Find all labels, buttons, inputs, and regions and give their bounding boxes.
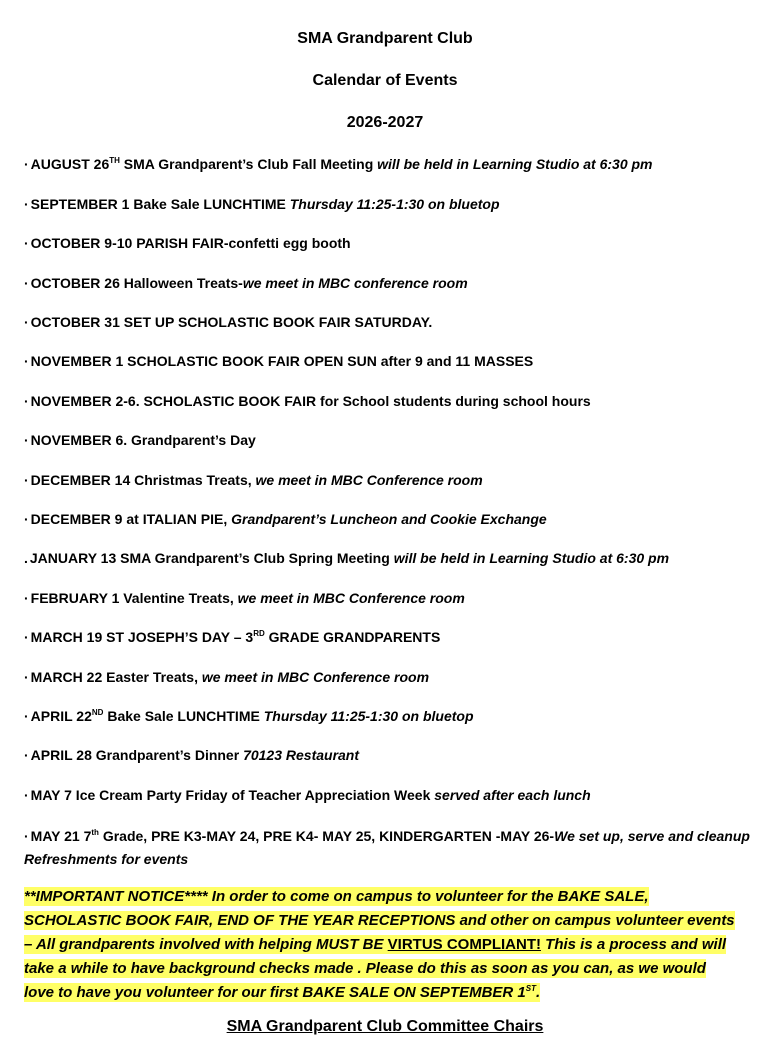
event-bullet: ·	[24, 747, 29, 763]
event-superscript: ND	[91, 708, 104, 717]
event-item	[24, 510, 754, 528]
event-text: MAY 7 Ice Cream Party Friday of Teacher Appreciation Week	[30, 787, 435, 803]
event-note: will be held in Learning Studio at 6:30 pm	[377, 156, 653, 172]
club-title: SMA Grandparent Club	[297, 30, 473, 47]
notice-text-2: This is a process and will take a while to have background checks made . Please do this as soon as you can, as we would love to have you volunteer for our first BAKE SALE ON SEPTEMBER 1	[24, 936, 727, 1001]
event-superscript: RD	[253, 629, 265, 638]
event-note: we meet in MBC Conference room	[237, 590, 465, 606]
event-superscript: th	[91, 828, 99, 837]
event-item	[24, 431, 754, 449]
event-item	[24, 825, 754, 871]
event-note: Grandparent’s Luncheon and Cookie Exchange	[231, 511, 547, 527]
event-bullet: ·	[24, 196, 29, 212]
event-text: JANUARY 13 SMA Grandparent’s Club Spring Meeting	[29, 550, 394, 566]
event-bullet: ·	[24, 353, 29, 369]
notice-virtus-compliant: VIRTUS COMPLIANT!	[387, 936, 541, 953]
event-item	[24, 352, 754, 370]
event-text: DECEMBER 9 at ITALIAN PIE,	[30, 511, 232, 527]
event-text: NOVEMBER 2-6. SCHOLASTIC BOOK FAIR for School students during school hours	[30, 393, 591, 409]
event-item	[24, 786, 754, 804]
event-bullet: ·	[24, 590, 29, 606]
committee-chairs-heading: SMA Grandparent Club Committee Chairs	[226, 1018, 544, 1035]
event-item	[24, 274, 754, 292]
event-text: NOVEMBER 1 SCHOLASTIC BOOK FAIR OPEN SUN after 9 and 11 MASSES	[30, 353, 534, 369]
event-item	[24, 155, 754, 173]
event-text: APRIL 22	[30, 708, 92, 724]
event-bullet: ·	[24, 787, 29, 803]
event-item	[24, 746, 754, 764]
event-text-continued: GRADE GRANDPARENTS	[264, 629, 441, 645]
event-text: OCTOBER 31 SET UP SCHOLASTIC BOOK FAIR SATURDAY.	[30, 314, 433, 330]
event-note: Thursday 11:25-1:30 on bluetop	[289, 196, 500, 212]
event-bullet: ·	[24, 393, 29, 409]
event-bullet: ·	[24, 156, 29, 172]
event-text: MARCH 19 ST JOSEPH’S DAY – 3	[30, 629, 254, 645]
event-item	[24, 471, 754, 489]
event-item	[24, 234, 754, 252]
event-note: served after each lunch	[434, 787, 591, 803]
event-text: APRIL 28 Grandparent’s Dinner	[30, 747, 244, 763]
event-note: 70123 Restaurant	[243, 747, 360, 763]
event-text-continued: SMA Grandparent’s Club Fall Meeting	[119, 156, 378, 172]
event-bullet: ·	[24, 275, 29, 291]
event-superscript: TH	[109, 156, 120, 165]
event-bullet: ·	[24, 828, 29, 844]
event-bullet: .	[24, 550, 28, 566]
event-text: FEBRUARY 1 Valentine Treats,	[30, 590, 238, 606]
important-notice	[24, 885, 740, 1005]
event-bullet: ·	[24, 472, 29, 488]
event-item	[24, 668, 754, 686]
event-note: we meet in MBC Conference room	[255, 472, 483, 488]
event-item	[24, 195, 754, 213]
event-note: Thursday 11:25-1:30 on bluetop	[263, 708, 474, 724]
event-bullet: ·	[24, 432, 29, 448]
event-item	[24, 549, 754, 567]
notice-text-1: **IMPORTANT NOTICE**** In order to come on campus to volunteer for the BAKE SALE, SCHOLASTIC BOOK FAIR, END OF THE YEAR RECEPTIONS and other on campus volunteer events – All grandparents involved with helping MUST BE	[24, 888, 735, 953]
event-item	[24, 392, 754, 410]
event-item	[24, 313, 754, 331]
event-bullet: ·	[24, 235, 29, 251]
event-bullet: ·	[24, 629, 29, 645]
event-bullet: ·	[24, 314, 29, 330]
event-note: will be held in Learning Studio at 6:30 pm	[393, 550, 670, 566]
event-item	[24, 628, 754, 646]
event-text-continued: Grade, PRE K3-MAY 24, PRE K4- MAY 25, KINDERGARTEN -MAY 26-	[98, 828, 555, 844]
event-text: MAY 21 7	[30, 828, 92, 844]
event-text: OCTOBER 9-10 PARISH FAIR-confetti egg booth	[30, 235, 351, 251]
event-text: AUGUST 26	[30, 156, 110, 172]
event-bullet: ·	[24, 708, 29, 724]
event-note: we meet in MBC conference room	[242, 275, 468, 291]
event-bullet: ·	[24, 511, 29, 527]
event-note: We set up, serve and cleanup Refreshments for events	[24, 828, 750, 867]
year-title: 2026-2027	[346, 114, 424, 131]
event-text: DECEMBER 14 Christmas Treats,	[30, 472, 256, 488]
event-text: NOVEMBER 6. Grandparent’s Day	[30, 432, 256, 448]
notice-text-3: .	[535, 984, 541, 1001]
event-item	[24, 707, 754, 725]
event-text: OCTOBER 26 Halloween Treats-	[30, 275, 243, 291]
event-item	[24, 589, 754, 607]
event-text: SEPTEMBER 1 Bake Sale LUNCHTIME	[30, 196, 290, 212]
event-text-continued: Bake Sale LUNCHTIME	[103, 708, 264, 724]
event-bullet: ·	[24, 669, 29, 685]
notice-sup: ST	[525, 984, 536, 993]
calendar-title: Calendar of Events	[312, 72, 458, 89]
event-text: MARCH 22 Easter Treats,	[30, 669, 202, 685]
event-note: we meet in MBC Conference room	[201, 669, 430, 685]
